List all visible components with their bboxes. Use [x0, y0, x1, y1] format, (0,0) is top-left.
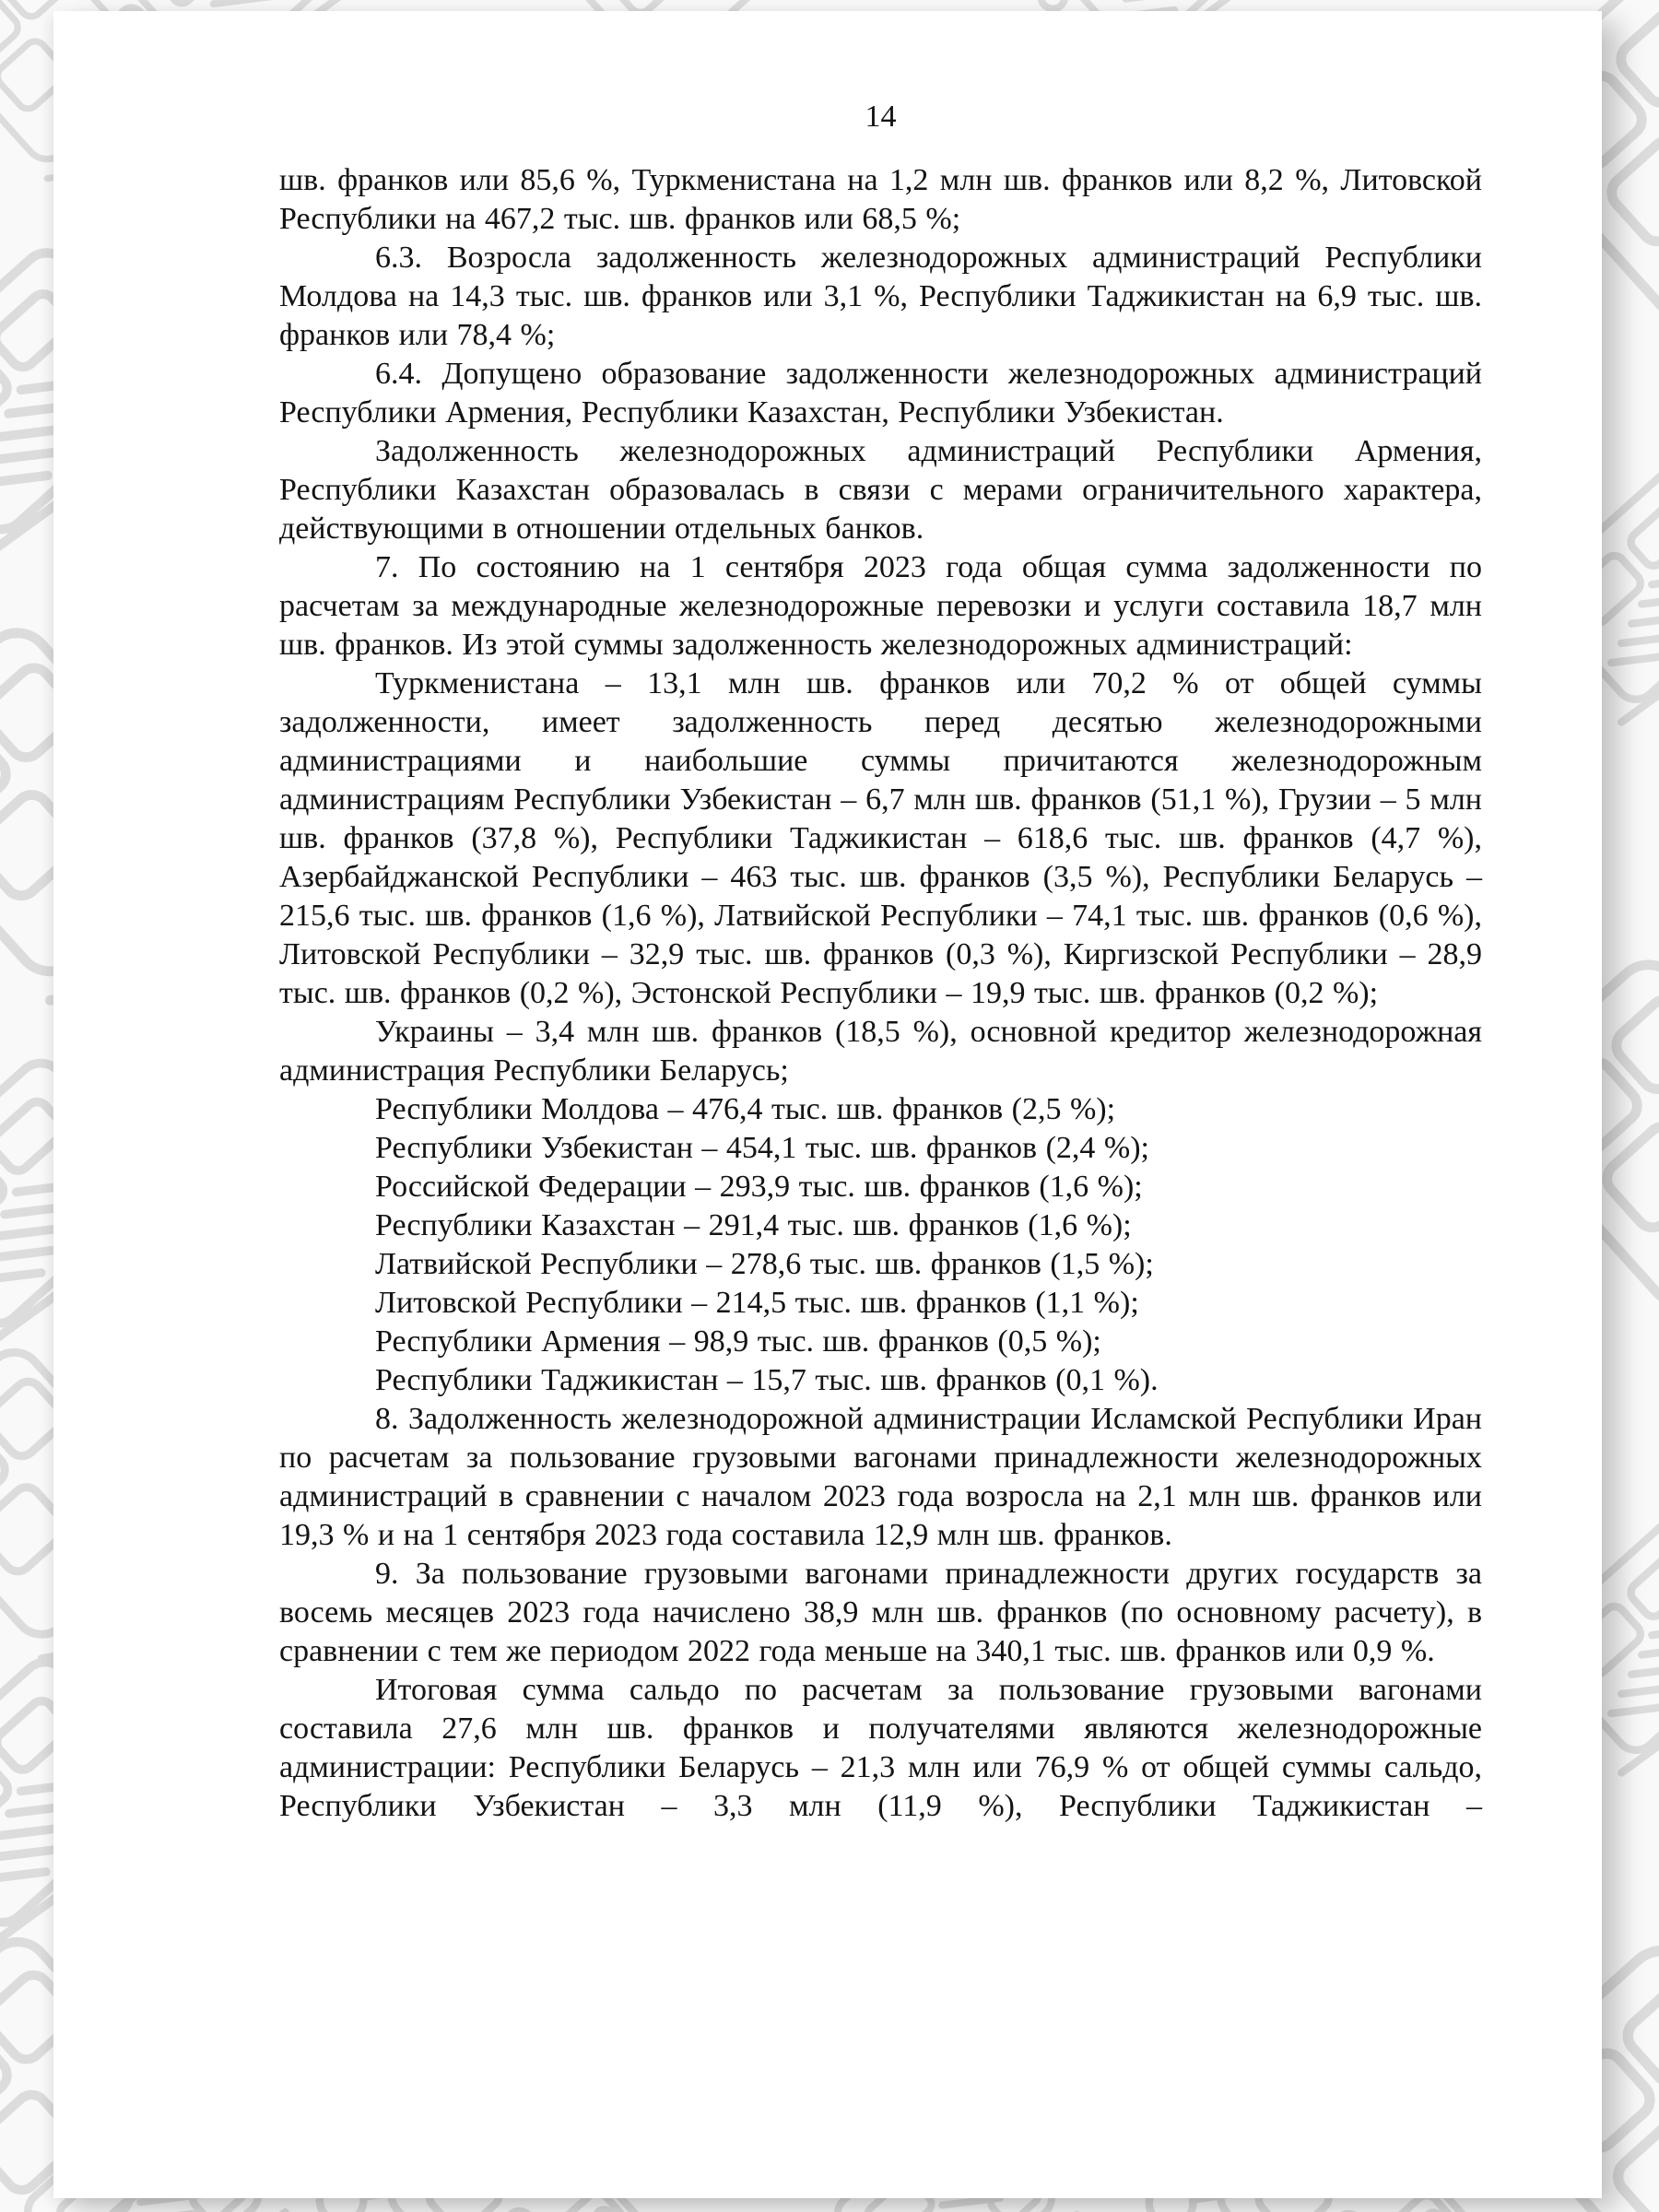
paragraph-ukraine-debt: Украины – 3,4 млн шв. франков (18,5 %), основной кредитор железнодорожная администрация Республики Беларусь; [279, 1015, 1482, 1088]
paragraph-7: 7. По состоянию на 1 сентября 2023 года общая сумма задолженности по расчетам за международные железнодорожные перевозки и услуги составила 18,7 млн шв. франков. Из этой суммы задолженность железнодорожных администраций: [279, 550, 1482, 662]
paragraph-note-banks: Задолженность железнодорожных администраций Республики Армения, Республики Казахстан образовалась в связи с мерами ограничительного характера, действующими в отношении отдельных банков. [279, 434, 1482, 546]
list-item-kazakhstan: Республики Казахстан – 291,4 тыс. шв. франков (1,6 %); [375, 1208, 1132, 1242]
list-item-latvia: Латвийской Республики – 278,6 тыс. шв. франков (1,5 %); [375, 1247, 1154, 1281]
paragraph-turkmenistan-debt: Туркменистана – 13,1 млн шв. франков или 70,2 % от общей суммы задолженности, имеет задолженность перед десятью железнодорожными администрациями и наибольшие суммы причитаются железнодорожным администрациям Республики Узбекистан – 6,7 млн шв. франков (51,1 %), Грузии – 5 млн шв. франков (37,8 %), Республики Таджикистан – 618,6 тыс. шв. франков (4,7 %), Азербайджанской Республики – 463 тыс. шв. франков (3,5 %), Республики Беларусь – 215,6 тыс. шв. франков (1,6 %), Латвийской Республики – 74,1 тыс. шв. франков (0,6 %), Литовской Республики – 32,9 тыс. шв. франков (0,3 %), Киргизской Республики – 28,9 тыс. шв. франков (0,2 %), Эстонской Республики – 19,9 тыс. шв. франков (0,2 %); [279, 666, 1482, 1010]
page-number: 14 [865, 100, 897, 134]
paragraph-6-3: 6.3. Возросла задолженность железнодорожных администраций Республики Молдова на 14,3 тыс. шв. франков или 3,1 %, Республики Таджикистан на 6,9 тыс. шв. франков или 78,4 %; [279, 241, 1482, 352]
document-page [53, 11, 1602, 2198]
list-item-moldova: Республики Молдова – 476,4 тыс. шв. франков (2,5 %); [375, 1092, 1116, 1126]
paragraph-9: 9. За пользование грузовыми вагонами принадлежности других государств за восемь месяцев 2023 года начислено 38,9 млн шв. франков (по основному расчету), в сравнении с тем же периодом 2022 года меньше на 340,1 тыс. шв. франков или 0,9 %. [279, 1557, 1482, 1668]
paragraph-continuation: шв. франков или 85,6 %, Туркменистана на 1,2 млн шв. франков или 8,2 %, Литовской Республики на 467,2 тыс. шв. франков или 68,5 %; [279, 163, 1482, 236]
document-body [279, 161, 1482, 1826]
list-item-armenia: Республики Армения – 98,9 тыс. шв. франков (0,5 %); [375, 1324, 1101, 1359]
list-item-russia: Российской Федерации – 293,9 тыс. шв. франков (1,6 %); [375, 1170, 1143, 1204]
paragraph-saldo: Итоговая сумма сальдо по расчетам за пользование грузовыми вагонами составила 27,6 млн шв. франков и получателями являются железнодорожные администрации: Республики Беларусь – 21,3 млн или 76,9 % от общей суммы сальдо, Республики Узбекистан – 3,3 млн (11,9 %), Республики Таджикистан – [279, 1673, 1482, 1823]
paragraph-6-4: 6.4. Допущено образование задолженности железнодорожных администраций Республики Армения, Республики Казахстан, Республики Узбекистан. [279, 357, 1482, 429]
list-item-uzbekistan: Республики Узбекистан – 454,1 тыс. шв. франков (2,4 %); [375, 1131, 1149, 1165]
paragraph-8: 8. Задолженность железнодорожной администрации Исламской Республики Иран по расчетам за пользование грузовыми вагонами принадлежности железнодорожных администраций в сравнении с началом 2023 года возросла на 2,1 млн шв. франков или 19,3 % и на 1 сентября 2023 года составила 12,9 млн шв. франков. [279, 1402, 1482, 1552]
list-item-tajikistan: Республики Таджикистан – 15,7 тыс. шв. франков (0,1 %). [375, 1363, 1159, 1397]
list-item-lithuania: Литовской Республики – 214,5 тыс. шв. франков (1,1 %); [375, 1286, 1139, 1320]
